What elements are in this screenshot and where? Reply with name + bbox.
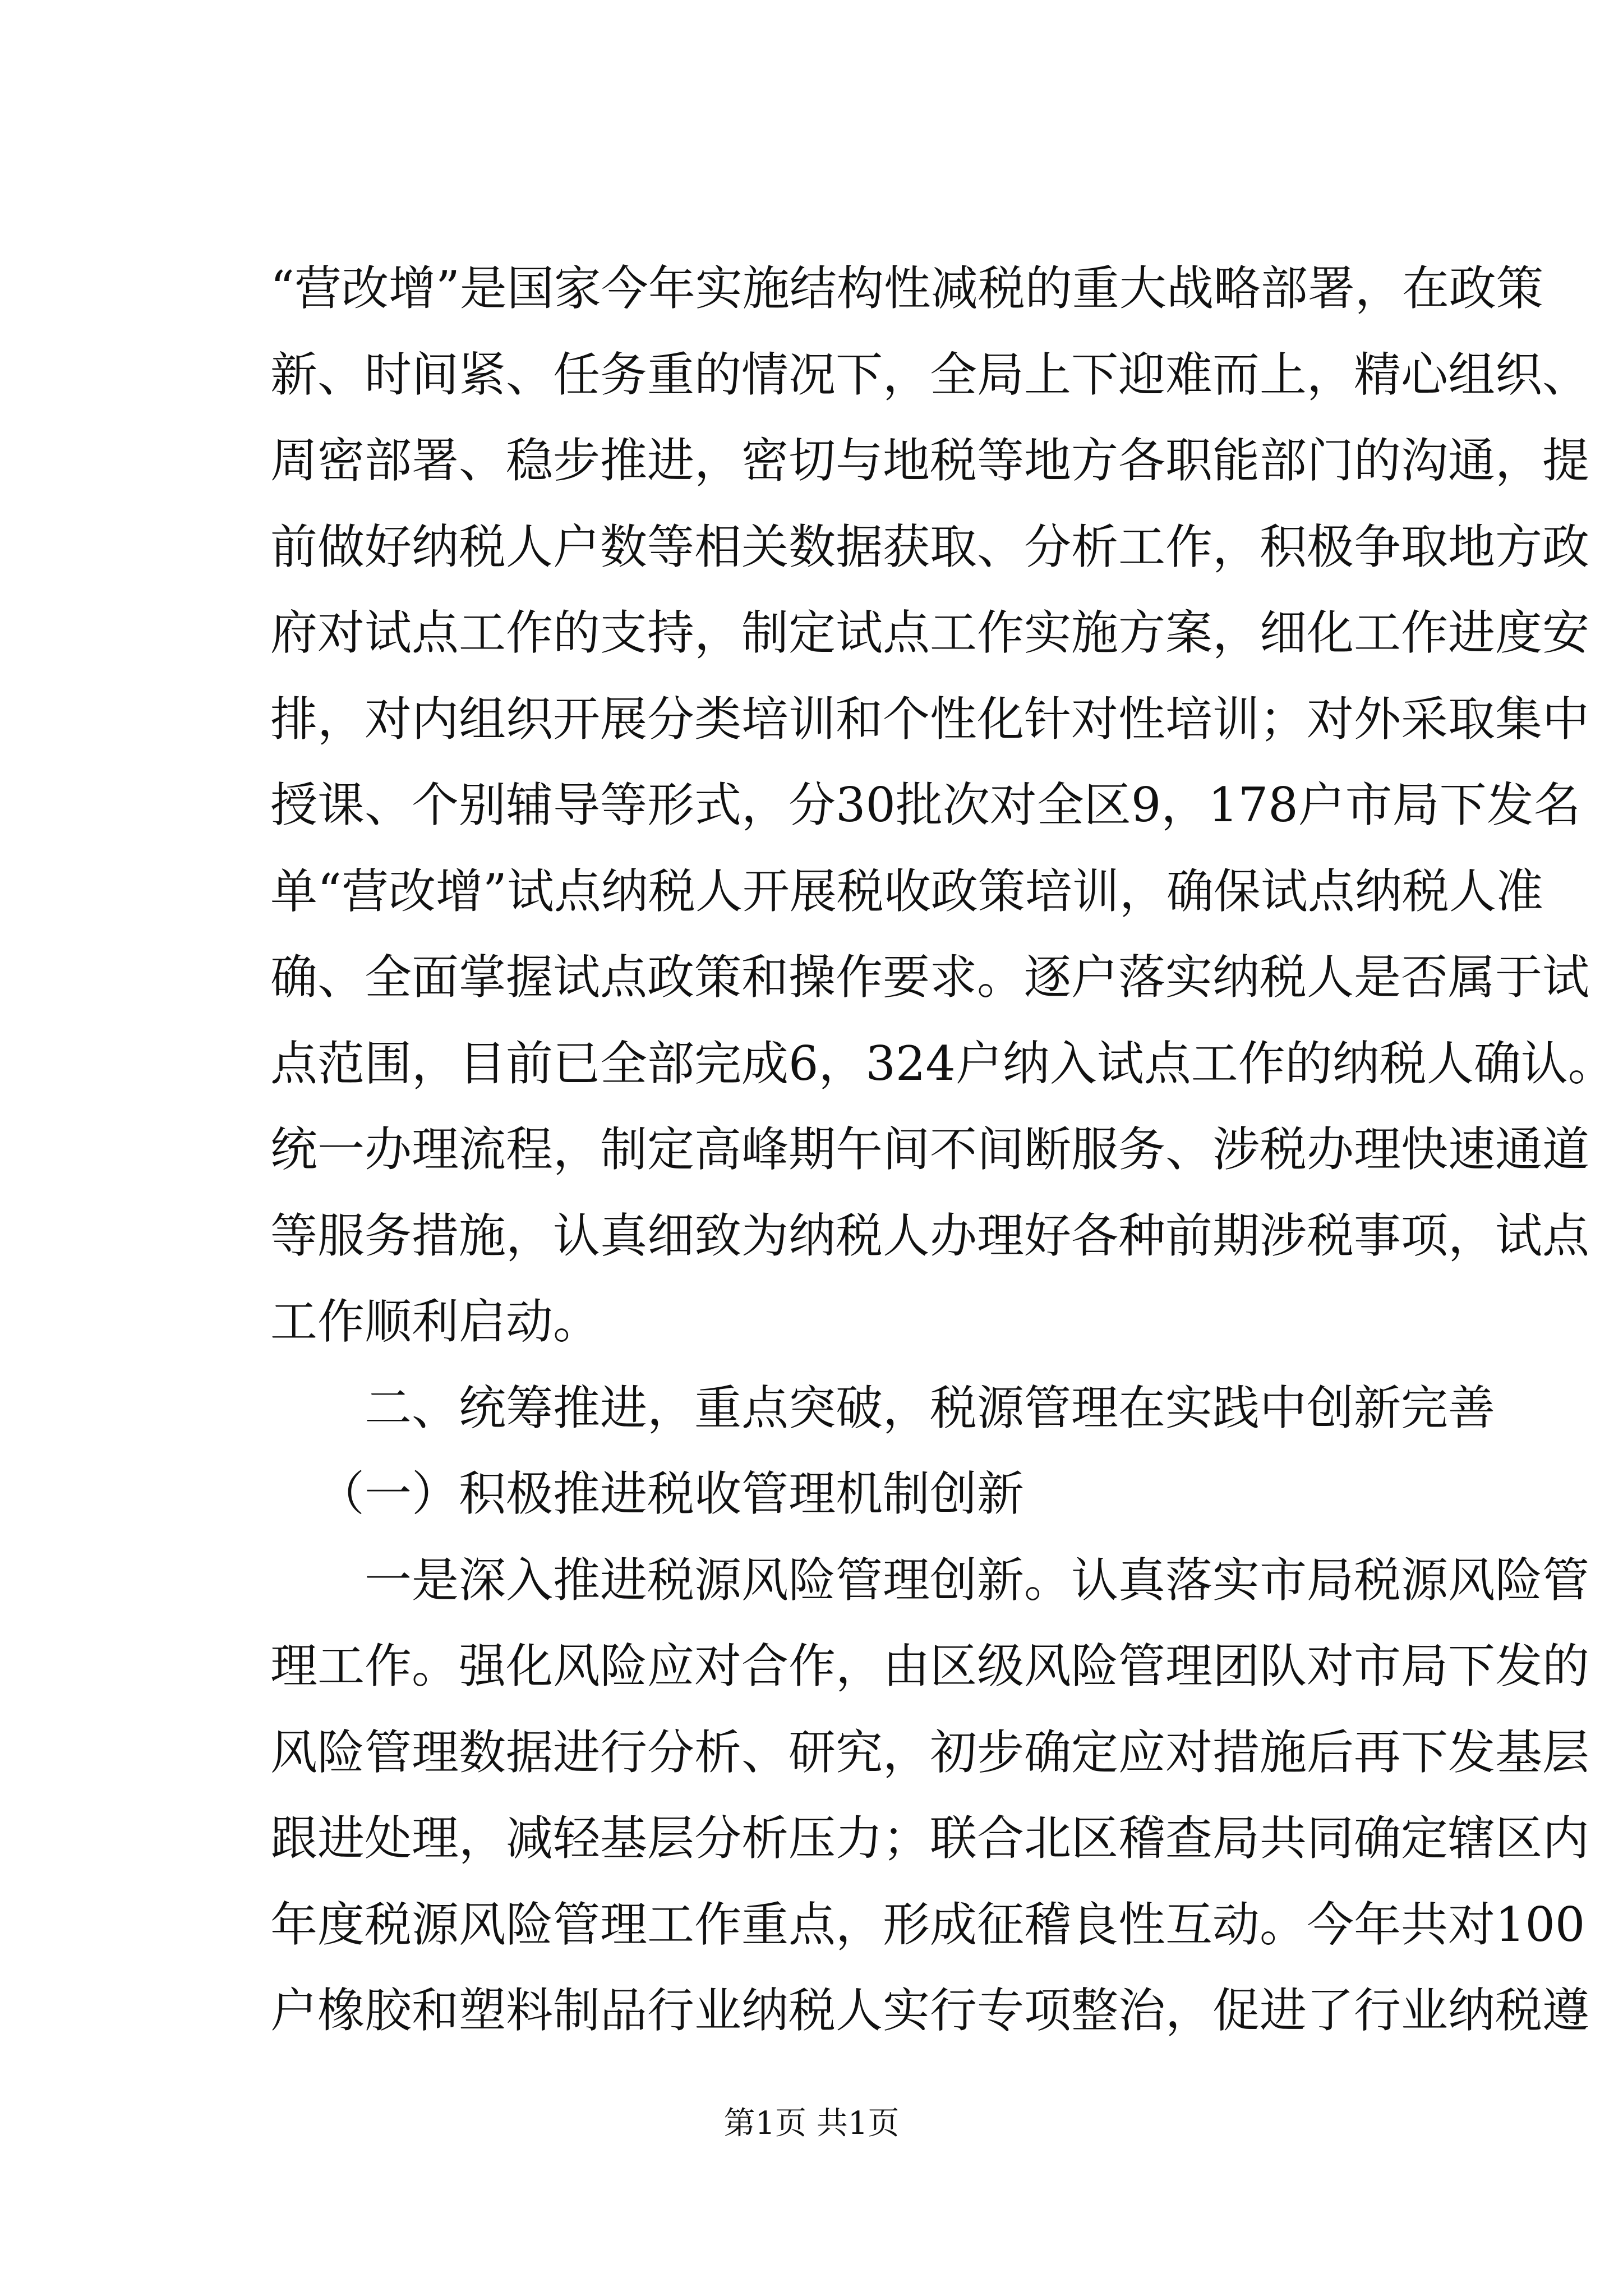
text-line: 风险管理数据进行分析、研究，初步确定应对措施后再下发基层	[270, 1724, 1590, 1780]
section-heading: 二、统筹推进，重点突破，税源管理在实践中创新完善	[365, 1380, 1496, 1435]
text-line: 统一办理流程，制定高峰期午间不间断服务、涉税办理快速通道	[270, 1122, 1590, 1177]
text-line: 等服务措施，认真细致为纳税人办理好各种前期涉税事项，试点	[270, 1208, 1590, 1263]
text-line: 跟进处理，减轻基层分析压力；联合北区稽查局共同确定辖区内	[270, 1811, 1590, 1866]
text-line: 点范围，目前已全部完成6，324户纳入试点工作的纳税人确认。	[270, 1036, 1615, 1091]
text-line: 排，对内组织开展分类培训和个性化针对性培训；对外采取集中	[270, 691, 1590, 747]
text-line: “营改增”是国家今年实施结构性减税的重大战略部署，在政策	[270, 261, 1543, 316]
subsection-heading: （一）积极推进税收管理机制创新	[317, 1466, 1025, 1521]
text-line: 年度税源风险管理工作重点，形成征稽良性互动。今年共对100	[270, 1897, 1585, 1952]
text-line: 新、时间紧、任务重的情况下，全局上下迎难而上，精心组织、	[270, 347, 1590, 402]
text-line: 一是深入推进税源风险管理创新。认真落实市局税源风险管	[365, 1552, 1590, 1608]
text-line: 周密部署、稳步推进，密切与地税等地方各职能部门的沟通，提	[270, 433, 1590, 488]
text-line: 工作顺利启动。	[270, 1294, 601, 1349]
text-line: 理工作。强化风险应对合作，由区级风险管理团队对市局下发的	[270, 1639, 1590, 1694]
text-line: 确、全面掌握试点政策和操作要求。逐户落实纳税人是否属于试	[270, 950, 1590, 1005]
text-line: 府对试点工作的支持，制定试点工作实施方案，细化工作进度安	[270, 605, 1590, 660]
text-line: 授课、个别辅导等形式，分30批次对全区9，178户市局下发名	[270, 777, 1581, 832]
page-number-footer: 第1页 共1页	[723, 2105, 900, 2142]
document-body	[270, 246, 1615, 2054]
text-line: 前做好纳税人户数等相关数据获取、分析工作，积极争取地方政	[270, 519, 1590, 574]
text-line: 户橡胶和塑料制品行业纳税人实行专项整治，促进了行业纳税遵	[270, 1983, 1590, 2038]
text-line: 单“营改增”试点纳税人开展税收政策培训，确保试点纳税人准	[270, 863, 1543, 919]
